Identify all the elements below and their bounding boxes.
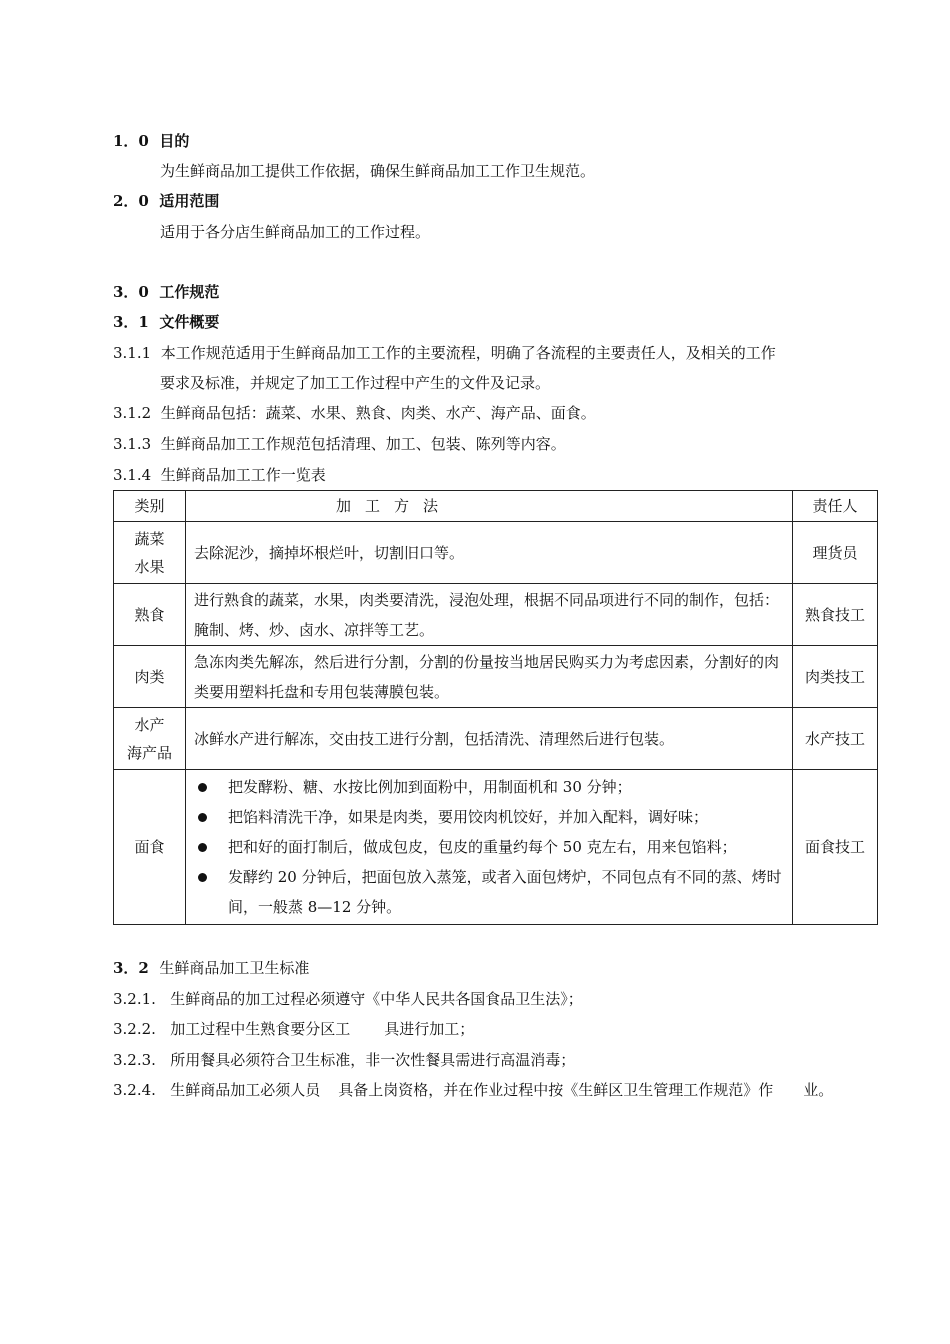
category-cell	[114, 646, 186, 708]
paragraph-text: 所用餐具必须符合卫生标准，非一次性餐具需进行高温消毒；	[170, 1051, 576, 1069]
section-number: 2．0	[113, 192, 149, 210]
category-label: 海产品	[126, 743, 172, 762]
section-3-1-heading	[113, 312, 219, 332]
table-row	[114, 646, 878, 708]
owner-cell: 肉类技工	[793, 646, 878, 708]
header-method: 加工方法	[186, 491, 793, 522]
paragraph-text: 生鲜商品加工工作一览表	[160, 466, 326, 484]
paragraph-3-1-1-cont: 要求及标准，并规定了加工工作过程中产生的文件及记录。	[160, 374, 551, 392]
paragraph-3-2-1	[113, 989, 583, 1009]
category-label: 蔬菜	[134, 529, 165, 548]
category-label: 水产	[134, 715, 165, 734]
paragraph-3-1-3	[113, 434, 566, 454]
paragraph-number: 3.2.3.	[113, 1051, 156, 1069]
category-cell	[114, 522, 186, 584]
section-2-heading	[113, 191, 219, 211]
paragraph-text: 具备上岗资格，并在作业过程中按《生鲜区卫生管理工作规范》作	[338, 1081, 774, 1099]
paragraph-3-1-2	[113, 403, 596, 423]
paragraph-number: 3.1.2	[113, 404, 152, 422]
header-category: 类别	[114, 491, 186, 522]
section-number: 3．0	[113, 283, 149, 301]
section-title: 文件概要	[159, 313, 220, 331]
paragraph-3-2-4	[113, 1080, 833, 1100]
section-title: 工作规范	[159, 283, 220, 301]
table-header-row	[114, 491, 878, 522]
bullet-item: 把发酵粉、糖、水按比例加到面粉中，用制面机和 30 分钟；	[194, 772, 784, 802]
category-label: 熟食	[134, 605, 165, 624]
paragraph-text: 生鲜商品加工必须人员	[170, 1081, 321, 1099]
section-1-heading	[113, 131, 189, 151]
section-1-text: 为生鲜商品加工提供工作依据，确保生鲜商品加工工作卫生规范。	[160, 162, 596, 180]
paragraph-text: 生鲜商品的加工过程必须遵守《中华人民共各国食品卫生法》；	[170, 990, 583, 1008]
section-title: 生鲜商品加工卫生标准	[159, 959, 310, 977]
paragraph-text: 生鲜商品包括：蔬菜、水果、熟食、肉类、水产、海产品、面食。	[160, 404, 596, 422]
owner-cell: 水产技工	[793, 708, 878, 770]
method-cell: 进行熟食的蔬菜，水果，肉类要清洗，浸泡处理，根据不同品项进行不同的制作，包括：腌制、烤、炒、卤水、凉拌等工艺。	[186, 584, 793, 646]
paragraph-3-2-2	[113, 1019, 474, 1039]
section-2-text: 适用于各分店生鲜商品加工的工作过程。	[160, 223, 431, 241]
paragraph-3-2-3	[113, 1050, 575, 1070]
owner-cell: 面食技工	[793, 770, 878, 925]
method-bullet-list	[194, 772, 784, 922]
section-number: 1．0	[113, 132, 149, 150]
method-cell: 急冻肉类先解冻，然后进行分割，分割的份量按当地居民购买力为考虑因素，分割好的肉类要用塑料托盘和专用包装薄膜包装。	[186, 646, 793, 708]
category-label: 肉类	[134, 667, 165, 686]
method-cell: 冰鲜水产进行解冻，交由技工进行分割，包括清洗、清理然后进行包装。	[186, 708, 793, 770]
owner-cell: 理货员	[793, 522, 878, 584]
paragraph-3-1-1	[113, 343, 776, 363]
paragraph-text: 生鲜商品加工工作规范包括清理、加工、包装、陈列等内容。	[160, 435, 566, 453]
paragraph-number: 3.2.2.	[113, 1020, 156, 1038]
paragraph-number: 3.1.4	[113, 466, 152, 484]
section-number: 3．2	[113, 959, 149, 977]
paragraph-text: 加工过程中生熟食要分区工	[170, 1020, 351, 1038]
section-3-heading	[113, 282, 219, 302]
section-title: 目的	[159, 132, 190, 150]
section-title: 适用范围	[159, 192, 220, 210]
paragraph-number: 3.2.1.	[113, 990, 156, 1008]
table-row	[114, 708, 878, 770]
paragraph-number: 3.2.4.	[113, 1081, 156, 1099]
category-cell	[114, 584, 186, 646]
method-cell	[186, 770, 793, 925]
section-3-2-heading	[113, 958, 309, 978]
section-number: 3．1	[113, 313, 149, 331]
category-label: 面食	[134, 838, 165, 856]
method-cell: 去除泥沙，摘掉坏根烂叶，切割旧口等。	[186, 522, 793, 584]
bullet-item: 发酵约 20 分钟后，把面包放入蒸笼，或者入面包烤炉，不同包点有不同的蒸、烤时间，一般蒸 8—12 分钟。	[194, 862, 784, 922]
table-row	[114, 584, 878, 646]
category-cell	[114, 708, 186, 770]
table-row	[114, 770, 878, 925]
paragraph-text: 业。	[803, 1081, 834, 1099]
processing-table	[113, 490, 878, 925]
table-row	[114, 522, 878, 584]
paragraph-3-1-4	[113, 465, 326, 485]
bullet-item: 把馅料清洗干净，如果是肉类，要用饺肉机饺好，并加入配料，调好味；	[194, 802, 784, 832]
paragraph-number: 3.1.3	[113, 435, 152, 453]
category-cell	[114, 770, 186, 925]
bullet-item: 把和好的面打制后，做成包皮，包皮的重量约每个 50 克左右，用来包馅料；	[194, 832, 784, 862]
category-label: 水果	[134, 557, 165, 576]
owner-cell: 熟食技工	[793, 584, 878, 646]
paragraph-number: 3.1.1	[113, 344, 152, 362]
paragraph-text: 具进行加工；	[384, 1020, 475, 1038]
paragraph-text: 本工作规范适用于生鲜商品加工工作的主要流程，明确了各流程的主要责任人，及相关的工作	[160, 344, 776, 362]
header-owner: 责任人	[793, 491, 878, 522]
